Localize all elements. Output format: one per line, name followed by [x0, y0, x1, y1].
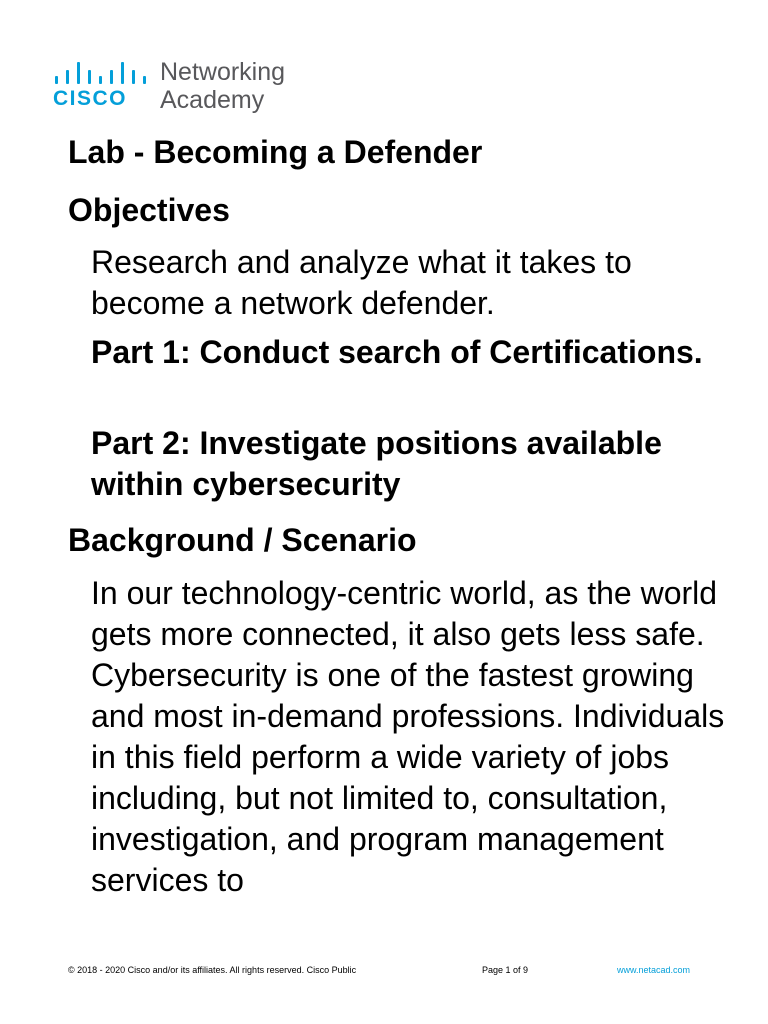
background-text: In our technology-centric world, as the world gets more connected, it also gets less safe. Cybersecurity is one of the fastest growing and most in-demand professions. Individuals in this field perform a wide variety of jobs including, but not limited to, consultation, investigation, and program management services to [91, 575, 725, 898]
objectives-intro: Research and analyze what it takes to become a network defender. [91, 244, 632, 321]
footer-page-number: Page 1 of 9 [482, 965, 529, 975]
document-title: Lab - Becoming a Defender [68, 134, 483, 170]
footer-link[interactable]: www.netacad.com [617, 965, 691, 975]
footer-copyright: © 2018 - 2020 Cisco and/or its affiliates. All rights reserved. Cisco Public [68, 965, 357, 975]
background-heading: Background / Scenario [68, 522, 417, 558]
objectives-heading: Objectives [68, 192, 230, 228]
logo-networking-text: Networking [160, 58, 286, 86]
cisco-networking-academy-logo [53, 58, 313, 116]
cisco-bars-icon [53, 62, 149, 84]
objective-part-1: Part 1: Conduct search of Certifications. [91, 334, 703, 370]
logo-academy-text: Academy [160, 86, 265, 114]
objective-part-2: Part 2: Investigate positions available within cybersecurity [91, 425, 662, 502]
cisco-wordmark: CISCO [53, 87, 128, 110]
